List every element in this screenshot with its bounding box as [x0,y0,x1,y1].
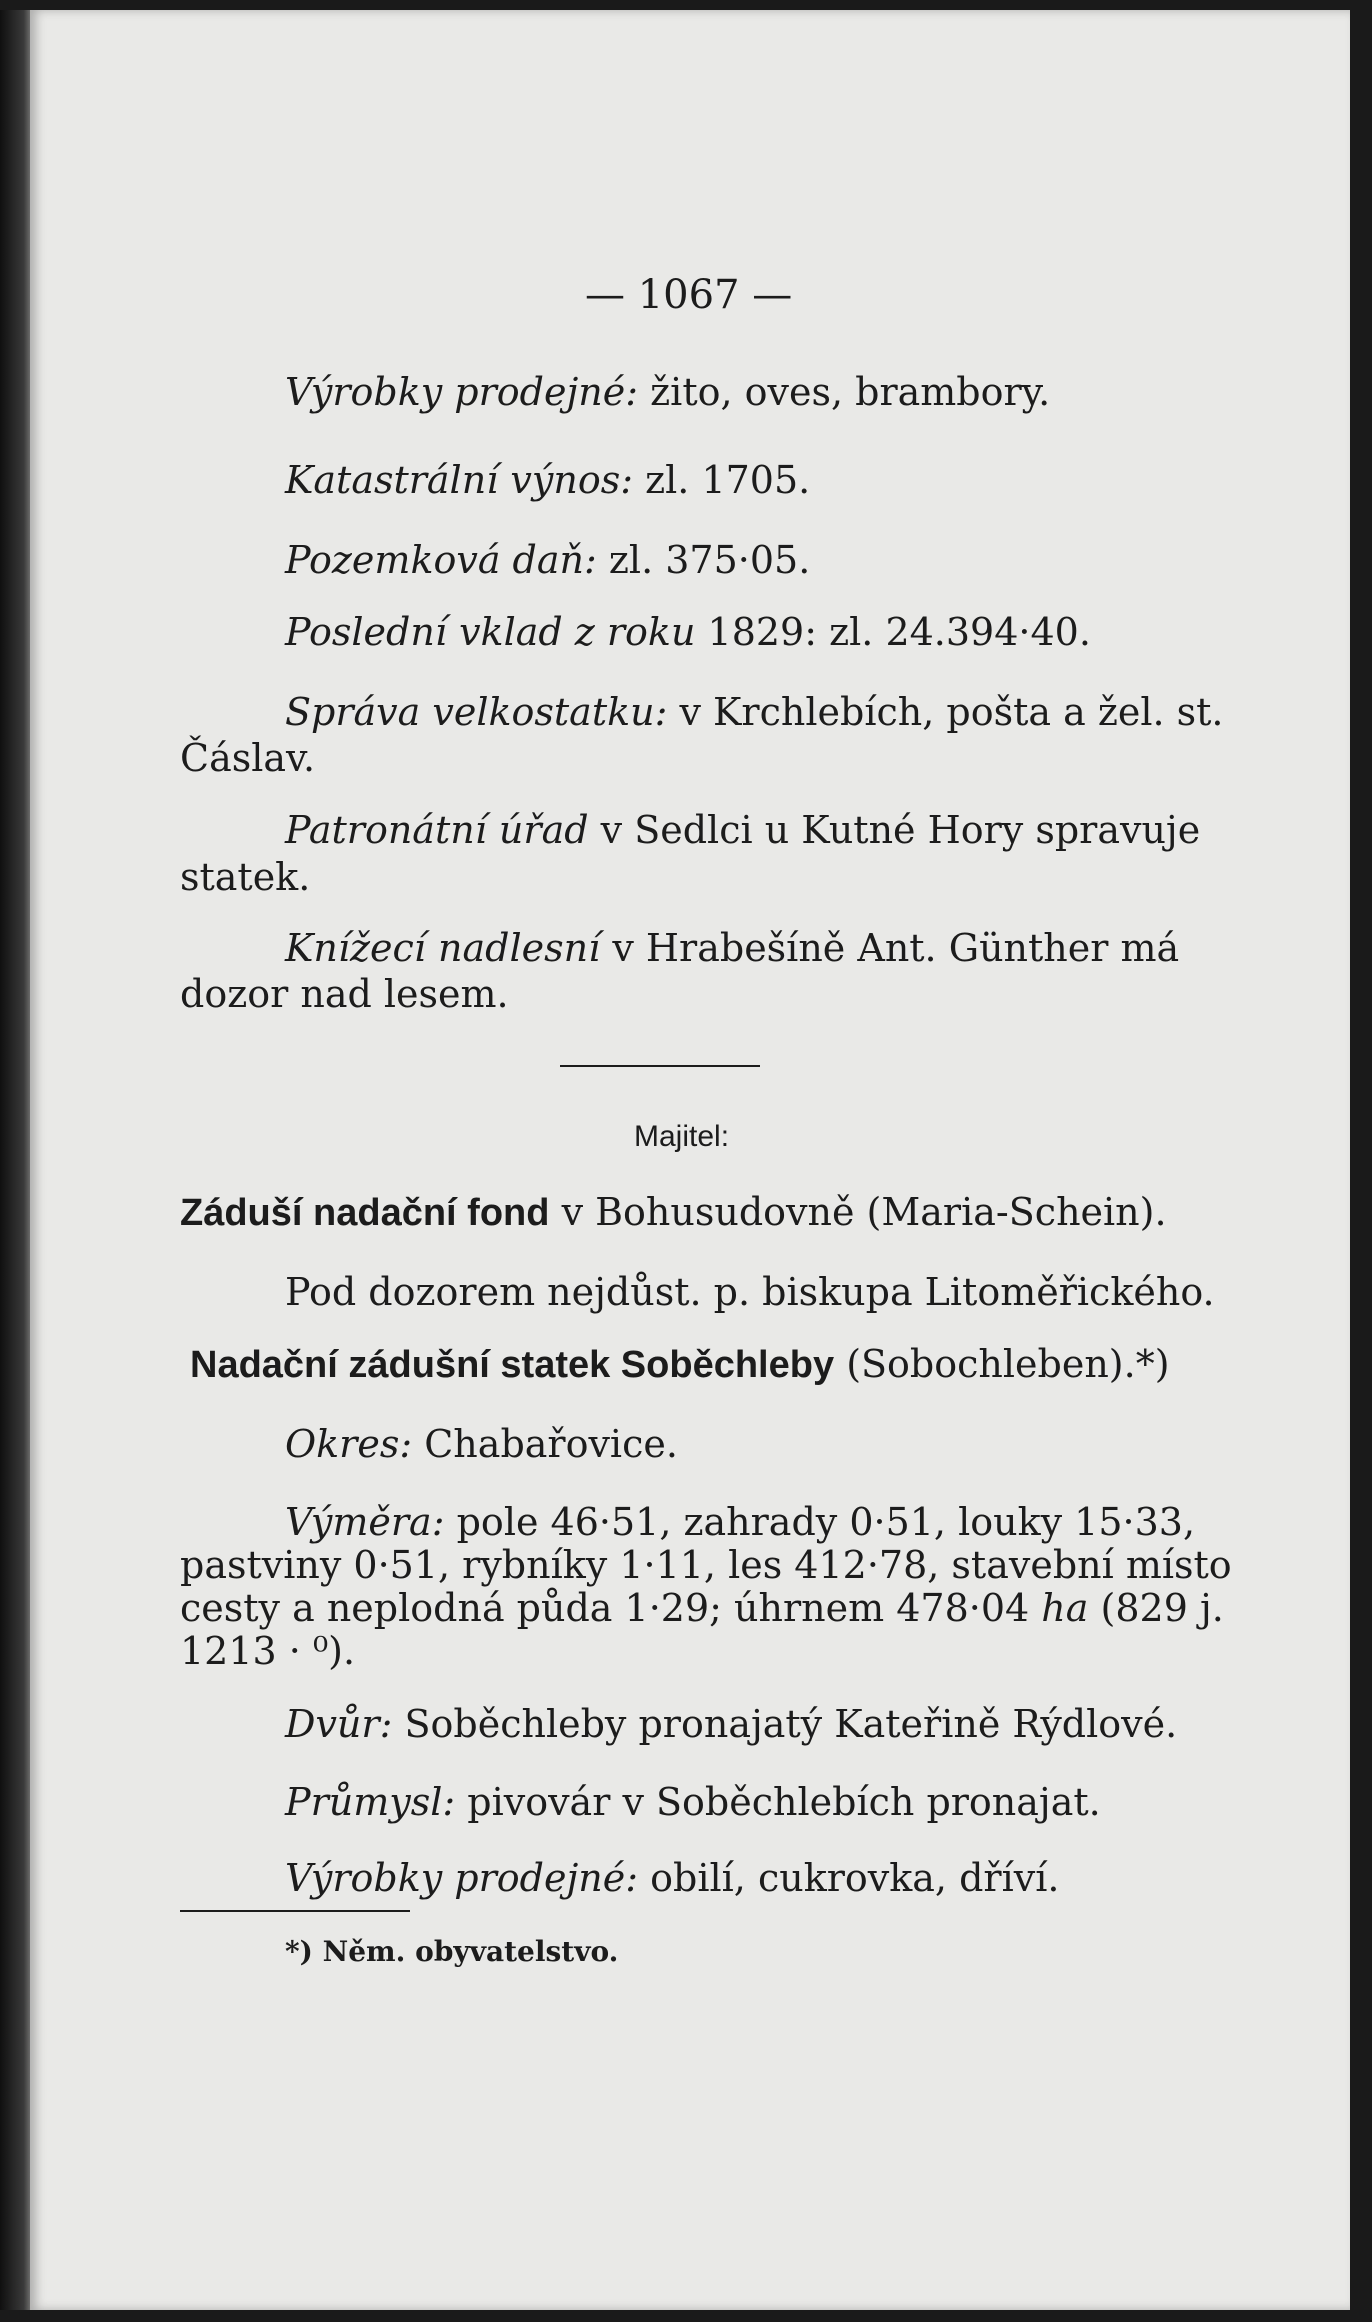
label-vyrobky-2: Výrobky prodejné: [285,1856,639,1900]
section-divider [560,1065,760,1067]
book-page [30,10,1350,2310]
text-vymera-ha: ha [1041,1586,1089,1630]
label-nadlesni: Knížecí nadlesní [285,926,601,970]
text-vymera-3b: (829 j. [1100,1586,1224,1630]
label-vyrobky: Výrobky prodejné: [285,370,639,414]
text-dan: zl. 375·05. [608,538,811,582]
book-spine-shadow [0,10,34,2310]
line-dozor: Pod dozorem nejdůst. p. biskupa Litoměřického. [285,1270,1215,1314]
text-sprava: v Krchlebích, pošta a žel. st. [679,690,1224,734]
line-sprava-cont: Čáslav. [180,736,316,780]
line-katastr [285,458,810,502]
line-vklad [285,610,1091,654]
text-vymera-1: pole 46·51, zahrady 0·51, louky 15·33, [456,1500,1196,1544]
line-nadlesni-cont: dozor nad lesem. [180,972,509,1016]
label-sprava: Správa velkostatku: [285,690,668,734]
line-vymera-1 [285,1500,1195,1544]
text-okres: Chabařovice. [424,1422,678,1466]
text-patron: v Sedlci u Kutné Hory spravuje [600,808,1201,852]
line-dan [285,538,810,582]
line-patron-cont: statek. [180,855,311,899]
label-katastr: Katastrální výnos: [285,458,634,502]
label-patron: Patronátní úřad [285,808,589,852]
footnote: *) Něm. obyvatelstvo. [285,1935,619,1968]
line-okres [285,1422,678,1466]
estate-title: Nadační zádušní statek Soběchleby [190,1344,835,1386]
line-owner [180,1190,1167,1235]
line-vyrobky [285,370,1050,414]
text-vyrobky-2: obilí, cukrovka, dříví. [650,1856,1060,1900]
footnote-rule [180,1910,410,1912]
text-dvur: Soběchleby pronajatý Kateřině Rýdlové. [404,1702,1178,1746]
text-vymera-3: cesty a neplodná půda 1·29; úhrnem 478·04 [180,1586,1030,1630]
text-nadlesni: v Hrabešíně Ant. Günther má [612,926,1180,970]
text-vklad: 1829: zl. 24.394·40. [707,610,1091,654]
label-okres: Okres: [285,1422,413,1466]
label-dan: Pozemková daň: [285,538,597,582]
line-nadlesni [285,926,1179,970]
label-dvur: Dvůr: [285,1702,393,1746]
line-vymera-2: pastviny 0·51, rybníky 1·11, les 412·78, stavební místo [180,1543,1232,1587]
label-vklad: Poslední vklad z roku [285,610,696,654]
owner-name: Záduší nadační fond [180,1192,550,1234]
label-vymera: Výměra: [285,1500,445,1544]
line-vymera-3 [180,1586,1224,1630]
line-estate-title [190,1342,1170,1387]
line-sprava [285,690,1224,734]
label-prumysl: Průmysl: [285,1780,456,1824]
line-prumysl [285,1780,1101,1824]
line-dvur [285,1702,1177,1746]
estate-title-rest: (Sobochleben).*) [846,1342,1170,1386]
owner-rest: v Bohusudovně (Maria-Schein). [561,1190,1167,1234]
text-vyrobky: žito, oves, brambory. [650,370,1051,414]
page-number: — 1067 — [585,272,793,318]
line-vyrobky-2 [285,1856,1059,1900]
majitel-label: Majitel: [634,1120,730,1153]
line-patron [285,808,1200,852]
text-katastr: zl. 1705. [645,458,811,502]
text-prumysl: pivovár v Soběchlebích pronajat. [467,1780,1101,1824]
line-vymera-4: 1213 · ⁰). [180,1629,356,1673]
